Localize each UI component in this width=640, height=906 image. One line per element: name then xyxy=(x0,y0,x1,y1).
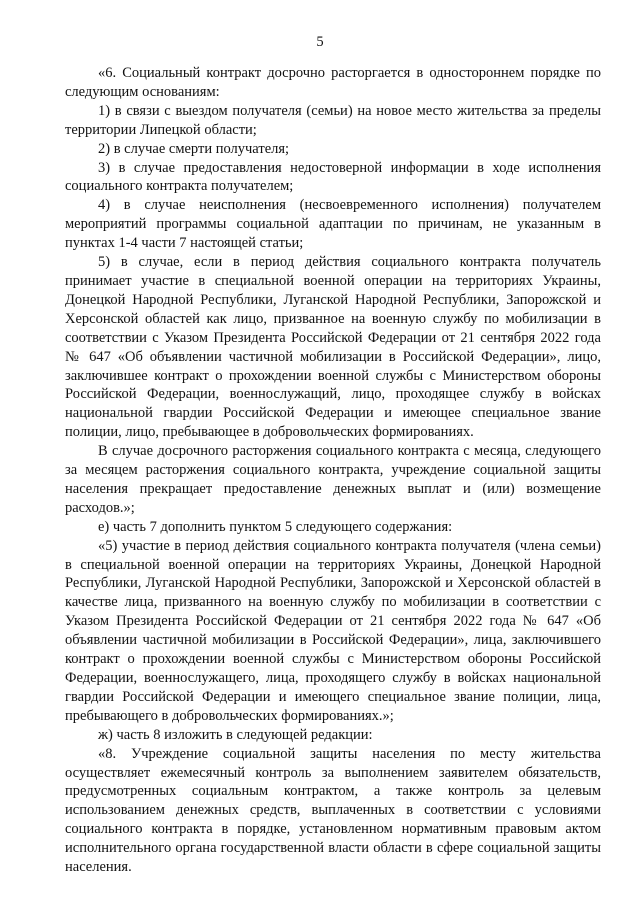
paragraph-early-termination: В случае досрочного расторжения социального контракта с месяца, следующего за месяцем расторжения социального контракта, учреждение социальной защиты населения прекращает предоставление денежных выплат и (или) возмещение расходов.»; xyxy=(65,443,601,516)
paragraph-new-item-5: «5) участие в период действия социального контракта получателя (члена семьи) в специальной военной операции на территориях Украины, Донецкой Народной Республики, Луганской Народной Республики, Запорожской и Херсонской областей в качестве лица, призванного на военную службу по мобилизации в соответствии с Указом Президента Российской Федерации от 21 сентября 2022 года № 647 «Об объявлении частичной мобилизации в Российской Федерации», лица, заключившего контракт о прохождении военной службы с Министерством обороны Российской Федерации, военнослужащего, лица, проходящего службу в войсках национальной гвардии Российской Федерации и имеющего специальное звание полиции, лица, пребывающего в добровольческих формированиях.»; xyxy=(65,537,601,724)
document-body xyxy=(65,64,601,877)
paragraph-item-3: 3) в случае предоставления недостоверной информации в ходе исполнения социального контракта получателем; xyxy=(65,159,601,195)
paragraph-item-5: 5) в случае, если в период действия социального контракта получатель принимает участие в специальной военной операции на территориях Украины, Донецкой Народной Республики, Луганской Народной Республики, Запорожской и Херсонской областей как лицо, призванное на военную службу по мобилизации в соответствии с Указом Президента Российской Федерации от 21 сентября 2022 года № 647 «Об объявлении частичной мобилизации в Российской Федерации», лицо, заключившее контракт о прохождении военной службы с Министерством обороны Российской Федерации, военнослужащий, лицо, проходящее службу в войсках национальной гвардии Российской Федерации и имеющее специальное звание полиции, лицо, пребывающее в добровольческих формированиях. xyxy=(65,254,601,441)
paragraph-item-1: 1) в связи с выездом получателя (семьи) на новое место жительства за пределы территории Липецкой области; xyxy=(65,102,601,138)
page-number: 5 xyxy=(316,34,324,50)
paragraph-amendment-e: е) часть 7 дополнить пунктом 5 следующего содержания: xyxy=(98,518,453,535)
paragraph-clause-8: «8. Учреждение социальной защиты населения по месту жительства осуществляет ежемесячный контроль за выполнением заявителем обязательств, предусмотренных социальным контрактом, а также контроль за целевым использованием денежных средств, выплаченных в соответствии с условиями социального контракта в порядке, установленном нормативным правовым актом исполнительного органа государственной власти области в сфере социальной защиты населения. xyxy=(65,745,601,876)
paragraph-clause-6: «6. Социальный контракт досрочно расторгается в одностороннем порядке по следующим основаниям: xyxy=(65,65,601,100)
paragraph-item-4: 4) в случае неисполнения (несвоевременного исполнения) получателем мероприятий программы социальной адаптации по причинам, не указанным в пунктах 1-4 части 7 настоящей статьи; xyxy=(65,197,601,252)
paragraph-amendment-zh: ж) часть 8 изложить в следующей редакции: xyxy=(98,726,373,743)
paragraph-item-2: 2) в случае смерти получателя; xyxy=(98,140,290,157)
